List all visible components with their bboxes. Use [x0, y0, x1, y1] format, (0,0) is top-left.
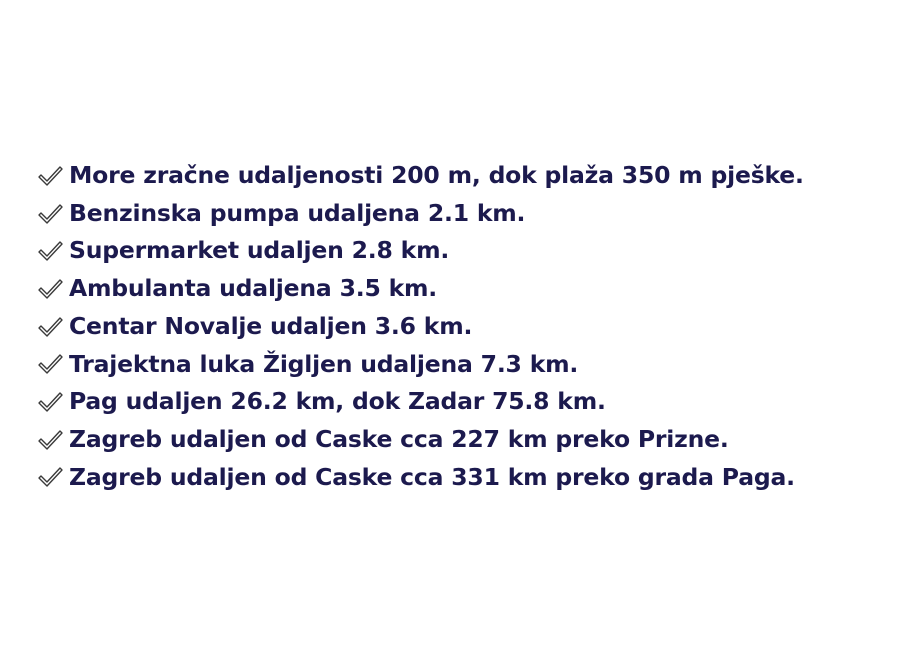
list-item: [36, 157, 804, 195]
list-item: [36, 421, 804, 459]
list-item-text: More zračne udaljenosti 200 m, dok plaža 350 m pješke.: [69, 161, 804, 190]
list-item-text: Benzinska pumpa udaljena 2.1 km.: [69, 198, 526, 227]
check-mark-icon: [36, 426, 64, 454]
list-item-text: Pag udaljen 26.2 km, dok Zadar 75.8 km.: [69, 387, 606, 416]
check-mark-icon: [36, 200, 64, 228]
list-item-text: Zagreb udaljen od Caske cca 331 km preko grada Paga.: [69, 462, 795, 491]
check-mark-icon: [36, 350, 64, 378]
list-item: [36, 270, 804, 308]
list-item: [36, 232, 804, 270]
list-item-text: Zagreb udaljen od Caske cca 227 km preko Prizne.: [69, 424, 729, 453]
check-mark-icon: [36, 313, 64, 341]
list-item-text: Ambulanta udaljena 3.5 km.: [69, 274, 438, 303]
list-item-text: Supermarket udaljen 2.8 km.: [69, 236, 450, 265]
list-item: [36, 308, 804, 346]
list-item: [36, 195, 804, 233]
check-mark-icon: [36, 237, 64, 265]
list-item: [36, 345, 804, 383]
check-mark-icon: [36, 388, 64, 416]
distance-list: [36, 157, 804, 496]
check-mark-icon: [36, 463, 64, 491]
list-item-text: Centar Novalje udaljen 3.6 km.: [69, 311, 473, 340]
check-mark-icon: [36, 162, 64, 190]
list-item-text: Trajektna luka Žigljen udaljena 7.3 km.: [69, 349, 579, 378]
list-item: [36, 383, 804, 421]
list-item: [36, 459, 804, 497]
check-mark-icon: [36, 275, 64, 303]
